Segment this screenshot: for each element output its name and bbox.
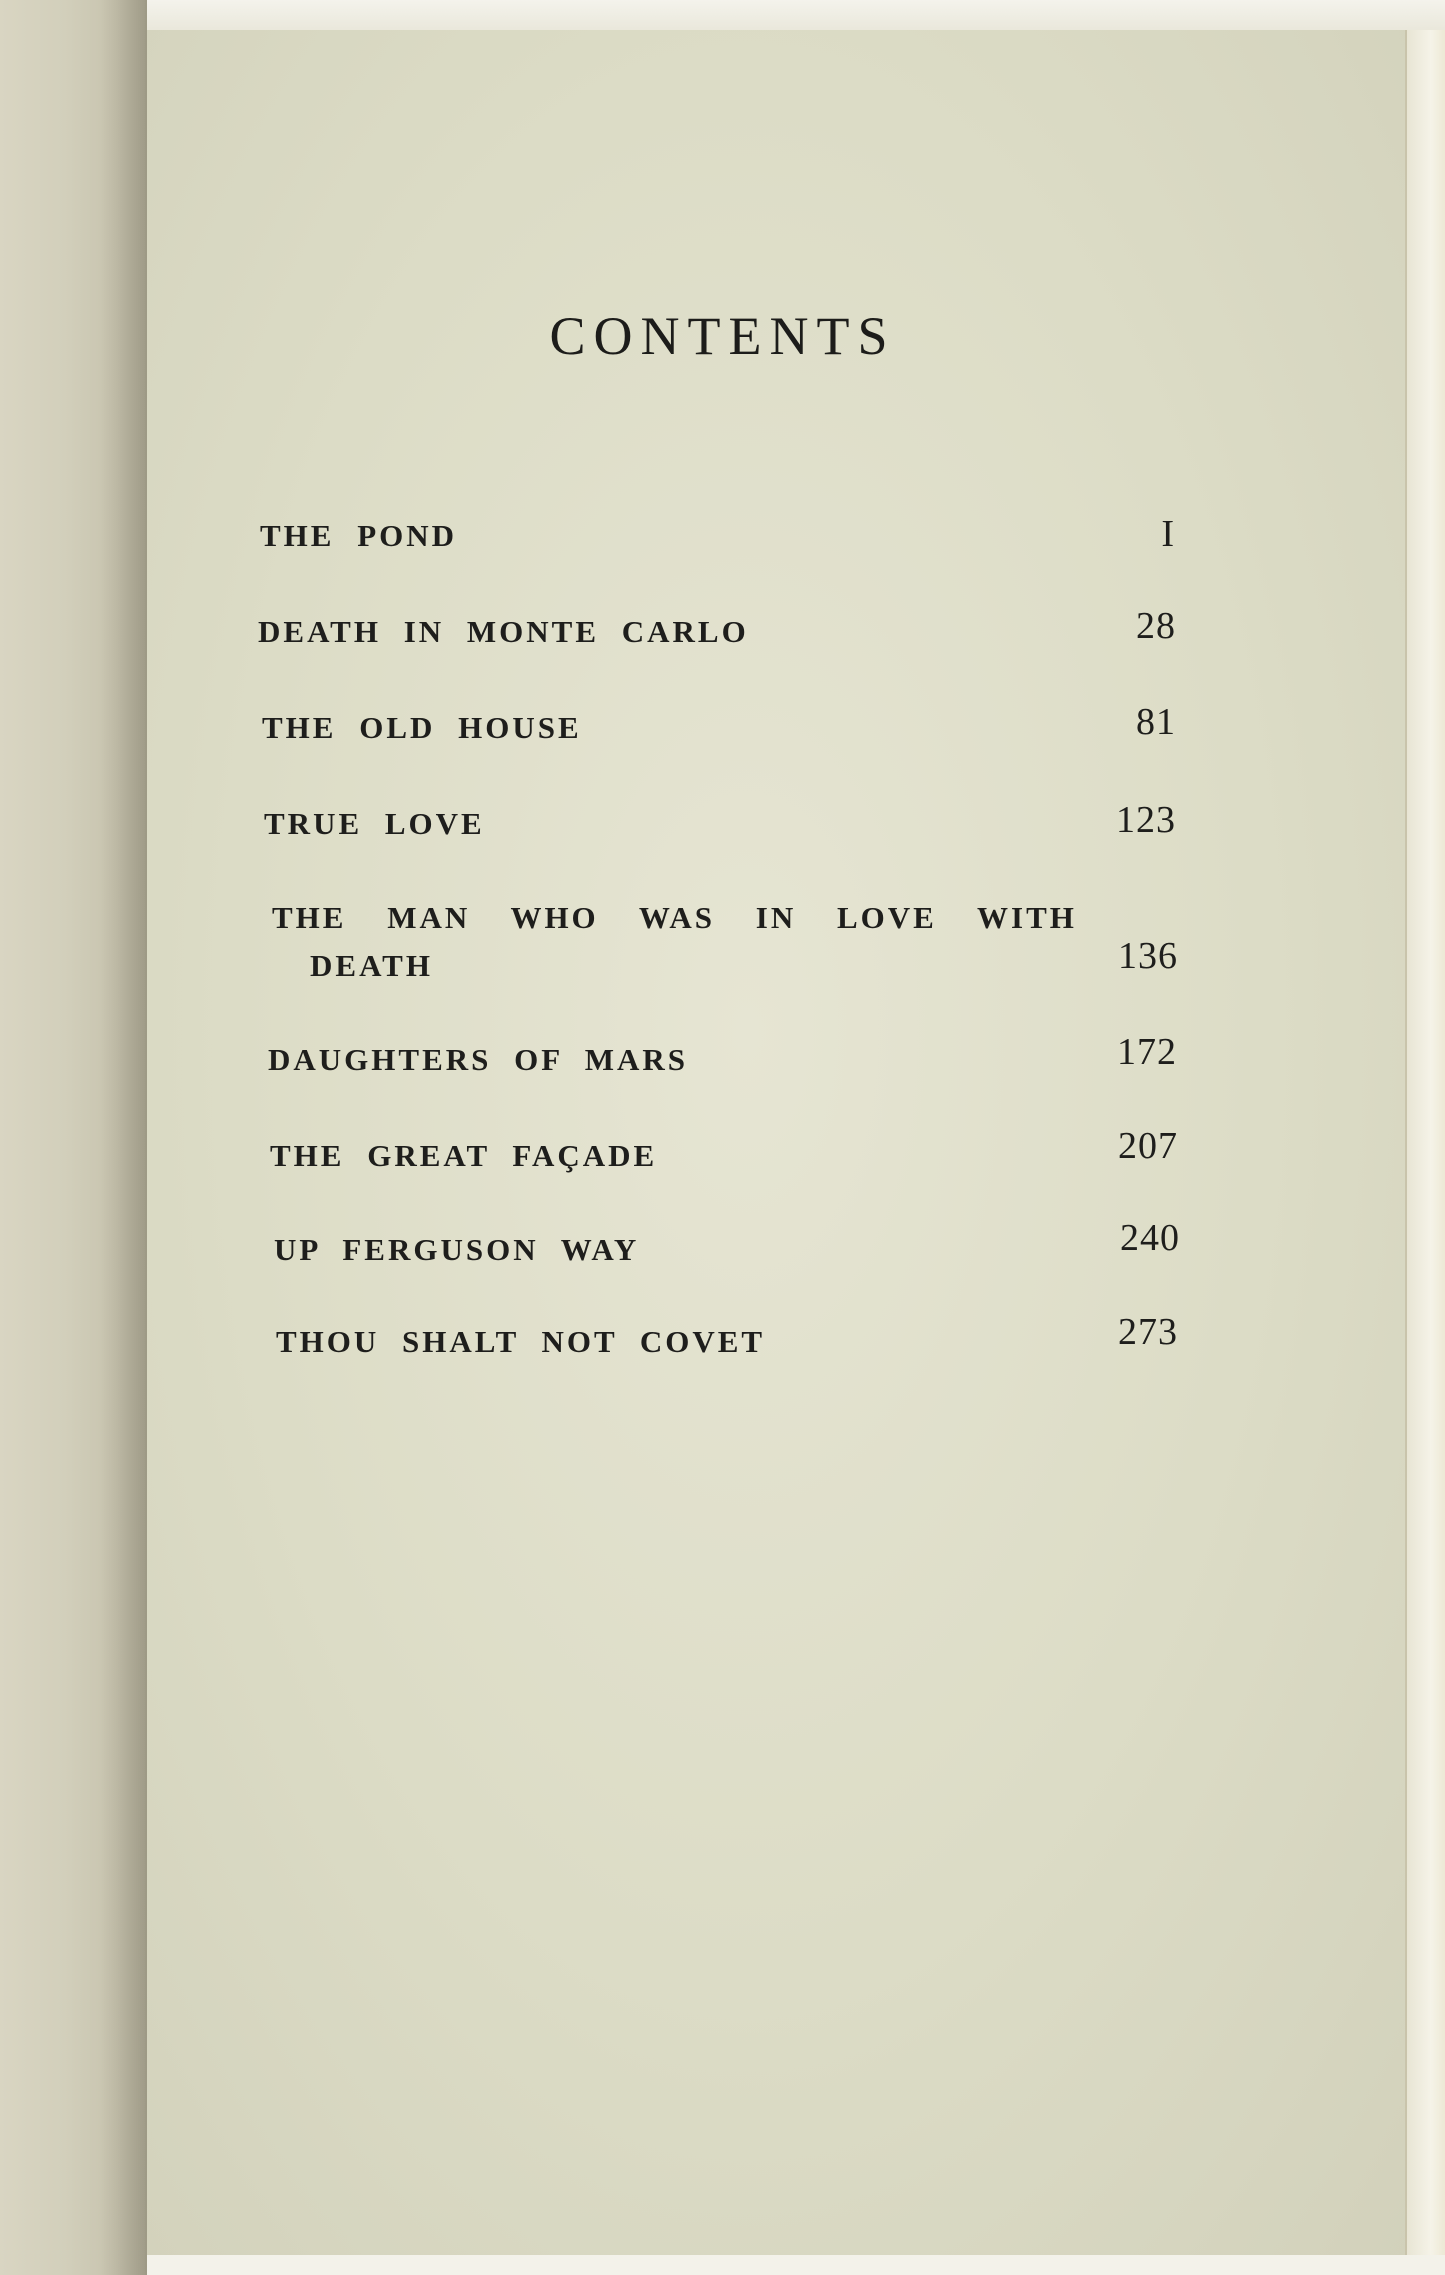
toc-entry-title: TRUE LOVE	[264, 806, 485, 841]
toc-entry-page: 123	[1116, 799, 1176, 841]
page-top-edge	[80, 0, 1445, 32]
toc-entry-title-continued: DEATH	[310, 948, 433, 983]
toc-entry-page: 172	[1117, 1031, 1177, 1073]
toc-entry-page: 273	[1118, 1311, 1178, 1353]
toc-entry-title: THE GREAT FAÇADE	[270, 1138, 658, 1173]
toc-entry-title: DEATH IN MONTE CARLO	[258, 614, 749, 649]
toc-entry-title: DAUGHTERS OF MARS	[268, 1042, 689, 1077]
toc-entry-title: UP FERGUSON WAY	[274, 1232, 640, 1267]
toc-entry-page: 136	[1118, 935, 1178, 977]
toc-entry-page: 28	[1136, 605, 1176, 647]
toc-entry-page: 81	[1136, 701, 1176, 743]
contents-heading: CONTENTS	[549, 306, 896, 366]
toc-entry-title: THE MAN WHO WAS IN LOVE WITH	[272, 900, 1077, 935]
toc-entry-title: THOU SHALT NOT COVET	[276, 1324, 766, 1359]
toc-entry-page: I	[1161, 513, 1175, 555]
toc-entry-page: 207	[1118, 1125, 1178, 1167]
toc-entry-page: 240	[1120, 1217, 1180, 1259]
toc-entry-title: THE POND	[260, 518, 458, 553]
toc-entry-title: THE OLD HOUSE	[262, 710, 582, 745]
